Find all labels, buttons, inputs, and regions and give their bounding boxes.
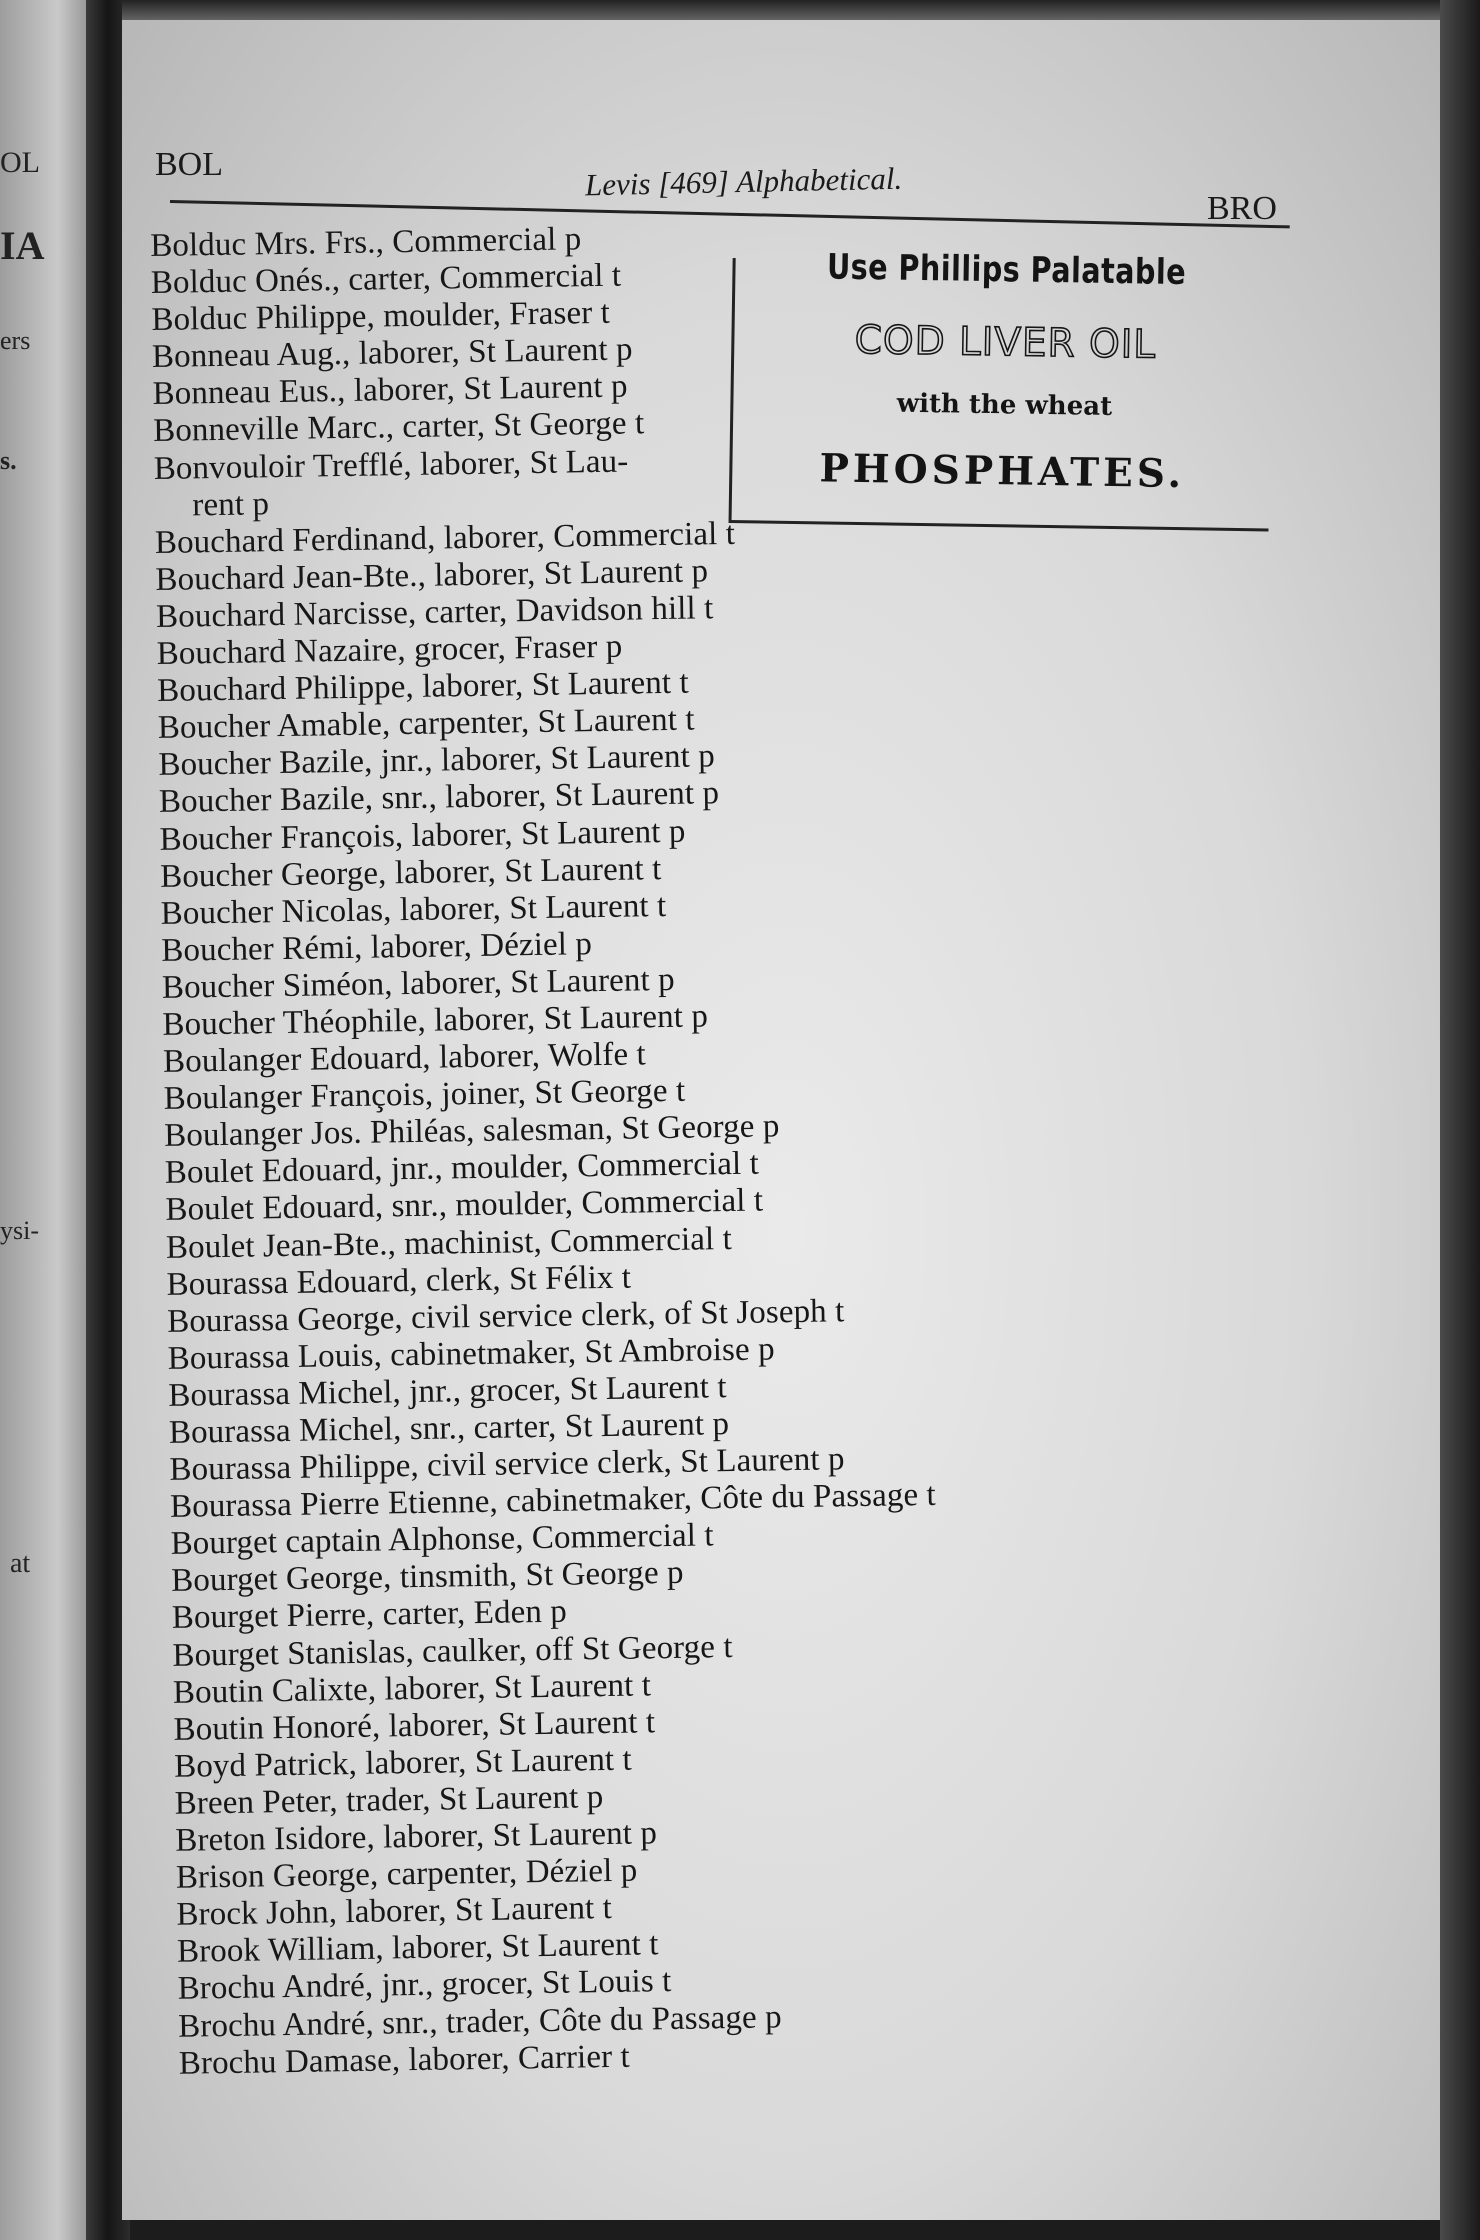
directory-entry: Brison George, carpenter, Déziel p <box>175 1852 638 1896</box>
directory-entry: Boucher Nicolas, laborer, St Laurent t <box>160 887 667 932</box>
directory-entry: Breton Isidore, laborer, St Laurent p <box>175 1815 658 1859</box>
directory-entry: Bourget Pierre, carter, Eden p <box>171 1594 568 1637</box>
ad-subline: with the wheat <box>896 388 1113 422</box>
directory-entry: Bolduc Mrs. Frs., Commercial p <box>150 221 582 264</box>
prev-page-fragment: ers <box>0 326 31 355</box>
directory-entry: rent p <box>192 485 270 524</box>
directory-entry: Breen Peter, trader, St Laurent p <box>174 1779 604 1822</box>
directory-entry: Bourget George, tinsmith, St George p <box>170 1555 684 1600</box>
ad-headline: Use Phillips Palatable <box>826 247 1187 294</box>
directory-entry: Brochu André, jnr., grocer, St Louis t <box>177 1963 672 2008</box>
prev-page-fragment: at <box>10 1548 31 1579</box>
ad-footer: PHOSPHATES. <box>819 445 1186 498</box>
directory-entry: Bourassa Edouard, clerk, St Félix t <box>166 1259 632 1303</box>
directory-entry: Bourassa Michel, snr., carter, St Laurent p <box>168 1406 730 1451</box>
previous-page-edge <box>0 0 96 2240</box>
directory-entry: Bourget Stanislas, caulker, off St George t <box>172 1628 733 1674</box>
directory-entry: Boucher François, laborer, St Laurent p <box>159 813 686 858</box>
directory-entry: Boucher Théophile, laborer, St Laurent p <box>162 998 709 1043</box>
directory-entry: Bouchard Philippe, laborer, St Laurent t <box>156 664 689 710</box>
directory-entry: Bouchard Nazaire, grocer, Fraser p <box>156 628 623 672</box>
directory-entry: Boulanger Edouard, laborer, Wolfe t <box>162 1036 647 1080</box>
directory-entry: Boucher Bazile, jnr., laborer, St Laurent p <box>158 738 716 784</box>
directory-entry: Bouchard Jean-Bte., laborer, St Laurent p <box>155 553 709 598</box>
directory-entry: Bonneau Eus., laborer, St Laurent p <box>152 368 628 413</box>
directory-entry: Brook William, laborer, St Laurent t <box>176 1926 659 1971</box>
running-head-center: Levis [469] Alphabetical. <box>584 160 903 203</box>
directory-entry: Boulet Edouard, snr., moulder, Commercial t <box>165 1182 764 1229</box>
directory-entry: Bonneville Marc., carter, St George t <box>152 405 645 450</box>
directory-entry: Boucher Bazile, snr., laborer, St Laurent p <box>158 775 720 821</box>
directory-entry: Bolduc Onés., carter, Commercial t <box>150 257 622 302</box>
directory-entry: Brochu Damase, laborer, Carrier t <box>178 2038 631 2082</box>
directory-entry: Boutin Calixte, laborer, St Laurent t <box>172 1666 652 1711</box>
directory-entry: Bonvouloir Trefflé, laborer, St Lau- <box>153 443 629 487</box>
directory-entry: Boucher Amable, carpenter, St Laurent t <box>157 701 695 747</box>
directory-entry: Boucher Siméon, laborer, St Laurent p <box>161 961 675 1006</box>
directory-entry: Boyd Patrick, laborer, St Laurent t <box>173 1741 633 1785</box>
running-head-left: BOL <box>155 146 223 183</box>
prev-page-fragment: ysi- <box>0 1216 39 1245</box>
prev-page-fragment: IA <box>0 223 45 268</box>
directory-entry: Boucher Rémi, laborer, Déziel p <box>161 925 593 969</box>
directory-entry: Brock John, laborer, St Laurent t <box>176 1890 613 1934</box>
directory-entry: Bourassa George, civil service clerk, of St Joseph t <box>166 1292 845 1340</box>
page-right-edge <box>1440 0 1480 2240</box>
directory-entry: Bourget captain Alphonse, Commercial t <box>170 1517 714 1563</box>
directory-entry: Bourassa Philippe, civil service clerk, St Laurent p <box>169 1441 845 1488</box>
directory-entry: Boulanger François, joiner, St George t <box>163 1072 686 1118</box>
directory-entry: Boucher George, laborer, St Laurent t <box>159 850 662 895</box>
running-head-right: BRO <box>1207 190 1277 227</box>
directory-entry: Brochu André, snr., trader, Côte du Passage p <box>177 1998 782 2045</box>
directory-entry: Boutin Honoré, laborer, St Laurent t <box>173 1704 656 1748</box>
directory-entry: Bouchard Ferdinand, laborer, Commercial t <box>154 515 736 561</box>
directory-entry: Boulanger Jos. Philéas, salesman, St George p <box>163 1108 780 1155</box>
directory-entry: Boulet Jean-Bte., machinist, Commercial t <box>165 1220 733 1266</box>
directory-entry: Bonneau Aug., laborer, St Laurent p <box>151 331 633 376</box>
prev-page-fragment: s. <box>0 446 17 475</box>
directory-entry: Bourassa Pierre Etienne, cabinetmaker, Côte du Passage t <box>169 1477 937 1526</box>
prev-page-fragment: OL <box>0 146 40 179</box>
directory-entry: Bourassa Louis, cabinetmaker, St Ambroise p <box>167 1331 775 1377</box>
directory-entry: Bouchard Narcisse, carter, Davidson hill t <box>155 590 714 635</box>
directory-entry: Bolduc Philippe, moulder, Fraser t <box>151 294 611 339</box>
directory-entries <box>150 216 945 2082</box>
ad-product: COD LIVER OIL <box>854 317 1157 368</box>
directory-entry: Bourassa Michel, jnr., grocer, St Laurent t <box>168 1368 727 1414</box>
directory-entry: Boulet Edouard, jnr., moulder, Commercial t <box>164 1145 760 1192</box>
